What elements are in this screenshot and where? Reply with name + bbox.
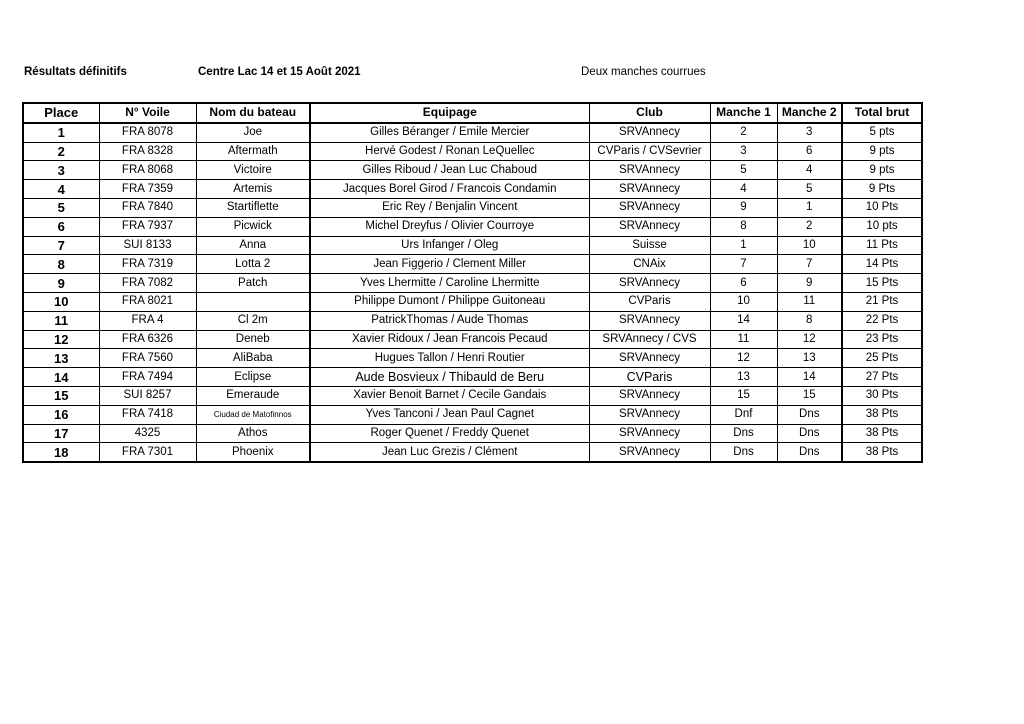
table-row [23, 255, 922, 274]
cell-sail-number: FRA 7560 [99, 349, 196, 368]
cell-sail-number: FRA 6326 [99, 330, 196, 349]
table-row [23, 405, 922, 424]
table-row [23, 443, 922, 462]
cell-place: 9 [23, 274, 99, 293]
cell-race-2: Dns [777, 405, 842, 424]
cell-race-1: 10 [710, 292, 777, 311]
table-row [23, 349, 922, 368]
cell-race-2: 3 [777, 123, 842, 142]
cell-crew: Hugues Tallon / Henri Routier [310, 349, 589, 368]
cell-place: 7 [23, 236, 99, 255]
table-row [23, 292, 922, 311]
cell-crew: Jacques Borel Girod / Francois Condamin [310, 180, 589, 199]
cell-place: 12 [23, 330, 99, 349]
cell-crew: Michel Dreyfus / Olivier Courroye [310, 217, 589, 236]
cell-total: 38 Pts [842, 424, 922, 443]
table-header-row [23, 103, 922, 123]
cell-race-1: 3 [710, 142, 777, 161]
page-header [0, 66, 1024, 82]
cell-race-2: 4 [777, 161, 842, 180]
cell-race-2: 7 [777, 255, 842, 274]
cell-boat-name: Cl 2m [196, 311, 310, 330]
cell-race-2: 15 [777, 386, 842, 405]
cell-club: SRVAnnecy [589, 349, 710, 368]
cell-club: SRVAnnecy [589, 217, 710, 236]
cell-club: SRVAnnecy [589, 274, 710, 293]
table-row [23, 311, 922, 330]
cell-race-2: 12 [777, 330, 842, 349]
cell-sail-number: 4325 [99, 424, 196, 443]
cell-race-1: 5 [710, 161, 777, 180]
cell-race-2: 10 [777, 236, 842, 255]
cell-race-2: 2 [777, 217, 842, 236]
cell-crew: Gilles Béranger / Emile Mercier [310, 123, 589, 142]
cell-race-1: 7 [710, 255, 777, 274]
cell-boat-name: Phoenix [196, 443, 310, 462]
cell-club: CVParis [589, 368, 710, 387]
race-note: Deux manches courrues [581, 66, 706, 78]
table-row [23, 217, 922, 236]
cell-club: SRVAnnecy / CVS [589, 330, 710, 349]
cell-place: 13 [23, 349, 99, 368]
table-row [23, 161, 922, 180]
cell-club: SRVAnnecy [589, 180, 710, 199]
cell-club: CNAix [589, 255, 710, 274]
table-row [23, 330, 922, 349]
cell-sail-number: SUI 8133 [99, 236, 196, 255]
cell-place: 17 [23, 424, 99, 443]
cell-race-2: 11 [777, 292, 842, 311]
cell-total: 38 Pts [842, 443, 922, 462]
cell-race-1: 14 [710, 311, 777, 330]
cell-race-1: 9 [710, 198, 777, 217]
cell-crew: Eric Rey / Benjalin Vincent [310, 198, 589, 217]
cell-boat-name: Victoire [196, 161, 310, 180]
cell-crew: Xavier Benoit Barnet / Cecile Gandais [310, 386, 589, 405]
cell-place: 14 [23, 368, 99, 387]
cell-boat-name: Artemis [196, 180, 310, 199]
cell-place: 2 [23, 142, 99, 161]
cell-total: 30 Pts [842, 386, 922, 405]
column-header-club: Club [589, 103, 710, 123]
column-header-sail-number: N° Voile [99, 103, 196, 123]
cell-crew: Hervé Godest / Ronan LeQuellec [310, 142, 589, 161]
table-row [23, 424, 922, 443]
cell-boat-name: Deneb [196, 330, 310, 349]
cell-race-2: 8 [777, 311, 842, 330]
cell-sail-number: FRA 8078 [99, 123, 196, 142]
cell-place: 3 [23, 161, 99, 180]
cell-club: CVParis [589, 292, 710, 311]
cell-total: 27 Pts [842, 368, 922, 387]
cell-boat-name: Startiflette [196, 198, 310, 217]
cell-club: SRVAnnecy [589, 123, 710, 142]
cell-crew: Jean Figgerio / Clement Miller [310, 255, 589, 274]
cell-place: 6 [23, 217, 99, 236]
column-header-race-2: Manche 2 [777, 103, 842, 123]
cell-sail-number: SUI 8257 [99, 386, 196, 405]
cell-boat-name: AliBaba [196, 349, 310, 368]
cell-sail-number: FRA 8328 [99, 142, 196, 161]
cell-race-1: 4 [710, 180, 777, 199]
cell-boat-name: Lotta 2 [196, 255, 310, 274]
cell-sail-number: FRA 7418 [99, 405, 196, 424]
cell-race-1: 6 [710, 274, 777, 293]
cell-crew: Yves Tanconi / Jean Paul Cagnet [310, 405, 589, 424]
cell-sail-number: FRA 7082 [99, 274, 196, 293]
table-row [23, 198, 922, 217]
cell-club: SRVAnnecy [589, 311, 710, 330]
table-row [23, 274, 922, 293]
cell-place: 4 [23, 180, 99, 199]
cell-boat-name: Joe [196, 123, 310, 142]
cell-crew: Roger Quenet / Freddy Quenet [310, 424, 589, 443]
cell-race-2: 1 [777, 198, 842, 217]
cell-crew: Yves Lhermitte / Caroline Lhermitte [310, 274, 589, 293]
cell-race-2: 5 [777, 180, 842, 199]
cell-club: SRVAnnecy [589, 198, 710, 217]
column-header-place: Place [23, 103, 99, 123]
cell-race-1: 1 [710, 236, 777, 255]
cell-sail-number: FRA 7301 [99, 443, 196, 462]
cell-total: 10 pts [842, 217, 922, 236]
cell-sail-number: FRA 7319 [99, 255, 196, 274]
cell-total: 9 pts [842, 161, 922, 180]
results-table [22, 102, 923, 463]
cell-sail-number: FRA 4 [99, 311, 196, 330]
cell-total: 14 Pts [842, 255, 922, 274]
cell-club: Suisse [589, 236, 710, 255]
cell-race-2: Dns [777, 424, 842, 443]
cell-total: 9 Pts [842, 180, 922, 199]
cell-club: SRVAnnecy [589, 161, 710, 180]
cell-race-1: Dns [710, 443, 777, 462]
cell-place: 11 [23, 311, 99, 330]
results-body [23, 123, 922, 462]
cell-boat-name: Patch [196, 274, 310, 293]
cell-total: 9 pts [842, 142, 922, 161]
cell-crew: Jean Luc Grezis / Clément [310, 443, 589, 462]
cell-total: 22 Pts [842, 311, 922, 330]
cell-total: 38 Pts [842, 405, 922, 424]
column-header-boat-name: Nom du bateau [196, 103, 310, 123]
cell-race-1: 12 [710, 349, 777, 368]
cell-club: SRVAnnecy [589, 424, 710, 443]
cell-race-1: 15 [710, 386, 777, 405]
cell-place: 1 [23, 123, 99, 142]
table-row [23, 123, 922, 142]
cell-place: 10 [23, 292, 99, 311]
cell-boat-name: Anna [196, 236, 310, 255]
cell-boat-name: Eclipse [196, 368, 310, 387]
cell-sail-number: FRA 8068 [99, 161, 196, 180]
table-row [23, 386, 922, 405]
cell-place: 5 [23, 198, 99, 217]
cell-sail-number: FRA 7840 [99, 198, 196, 217]
cell-sail-number: FRA 8021 [99, 292, 196, 311]
cell-sail-number: FRA 7494 [99, 368, 196, 387]
cell-boat-name: Emeraude [196, 386, 310, 405]
column-header-race-1: Manche 1 [710, 103, 777, 123]
cell-club: SRVAnnecy [589, 443, 710, 462]
cell-crew: Gilles Riboud / Jean Luc Chaboud [310, 161, 589, 180]
document-title: Résultats définitifs [24, 66, 127, 78]
cell-place: 16 [23, 405, 99, 424]
cell-crew: Xavier Ridoux / Jean Francois Pecaud [310, 330, 589, 349]
cell-sail-number: FRA 7359 [99, 180, 196, 199]
cell-total: 15 Pts [842, 274, 922, 293]
cell-race-2: 14 [777, 368, 842, 387]
cell-club: SRVAnnecy [589, 386, 710, 405]
cell-total: 25 Pts [842, 349, 922, 368]
table-row [23, 180, 922, 199]
table-row [23, 368, 922, 387]
cell-race-1: 8 [710, 217, 777, 236]
cell-crew: PatrickThomas / Aude Thomas [310, 311, 589, 330]
cell-boat-name: Athos [196, 424, 310, 443]
cell-boat-name [196, 292, 310, 311]
cell-race-1: 2 [710, 123, 777, 142]
cell-race-2: 6 [777, 142, 842, 161]
cell-crew: Philippe Dumont / Philippe Guitoneau [310, 292, 589, 311]
column-header-total: Total brut [842, 103, 922, 123]
table-row [23, 142, 922, 161]
cell-crew: Urs Infanger / Oleg [310, 236, 589, 255]
cell-total: 11 Pts [842, 236, 922, 255]
cell-race-1: Dnf [710, 405, 777, 424]
cell-race-2: 13 [777, 349, 842, 368]
cell-crew: Aude Bosvieux / Thibauld de Beru [310, 368, 589, 387]
cell-club: SRVAnnecy [589, 405, 710, 424]
cell-race-1: Dns [710, 424, 777, 443]
cell-place: 18 [23, 443, 99, 462]
event-title: Centre Lac 14 et 15 Août 2021 [198, 66, 361, 78]
cell-total: 5 pts [842, 123, 922, 142]
cell-total: 21 Pts [842, 292, 922, 311]
cell-race-1: 11 [710, 330, 777, 349]
table-row [23, 236, 922, 255]
cell-race-2: 9 [777, 274, 842, 293]
cell-place: 15 [23, 386, 99, 405]
cell-total: 10 Pts [842, 198, 922, 217]
cell-boat-name: Picwick [196, 217, 310, 236]
cell-race-1: 13 [710, 368, 777, 387]
cell-race-2: Dns [777, 443, 842, 462]
cell-sail-number: FRA 7937 [99, 217, 196, 236]
cell-total: 23 Pts [842, 330, 922, 349]
cell-club: CVParis / CVSevrier [589, 142, 710, 161]
cell-place: 8 [23, 255, 99, 274]
cell-boat-name: Ciudad de Matofinnos [196, 405, 310, 424]
column-header-crew: Equipage [310, 103, 589, 123]
cell-boat-name: Aftermath [196, 142, 310, 161]
